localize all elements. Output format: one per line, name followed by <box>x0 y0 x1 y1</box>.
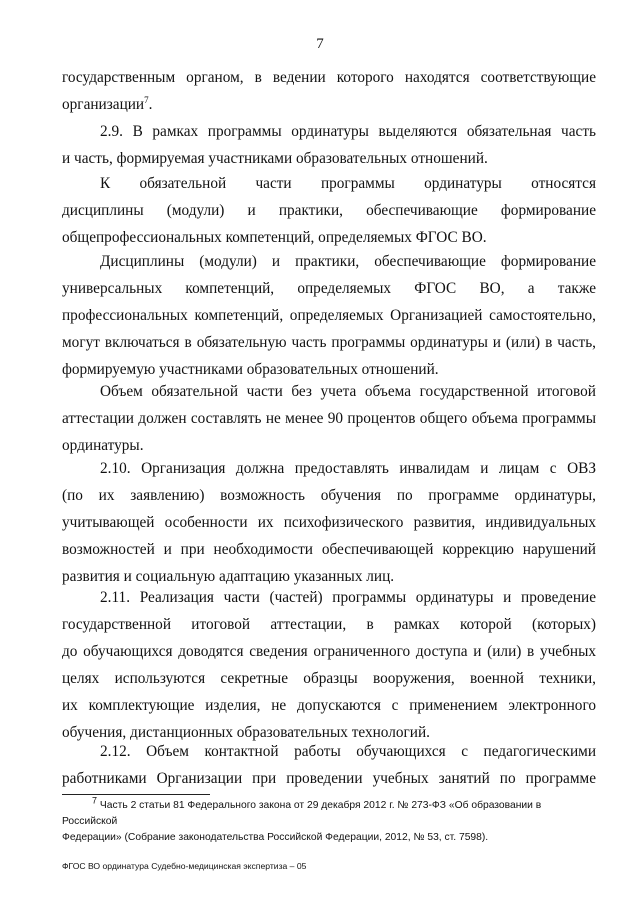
paragraph-2-9 <box>62 118 596 172</box>
text-line: целях используются секретные образцы вооружения, военной техники, <box>62 670 596 687</box>
text-line: Дисциплины (модули) и практики, обеспечивающие формирование <box>100 253 596 270</box>
text-line: ординатуры. <box>62 437 144 454</box>
text-line: общепрофессиональных компетенций, определяемых ФГОС ВО. <box>62 229 487 246</box>
paragraph-volume <box>62 378 596 459</box>
footnote-line: Федерации» (Собрание законодательства Российской Федерации, 2012, № 53, ст. 7598). <box>62 832 489 843</box>
footnote-divider <box>62 794 210 795</box>
text-line: 2.12. Объем контактной работы обучающихся с педагогическими <box>100 743 596 760</box>
text-line: работниками Организации при проведении учебных занятий по программе <box>62 770 596 787</box>
paragraph-2-12 <box>62 738 596 792</box>
footnote-line: $^7$ Часть 2 статьи 81 Федерального закона от 29 декабря 2012 г. № 273-ФЗ «Об образовании в Российской <box>62 795 542 827</box>
page-number: 7 <box>316 36 324 52</box>
text-line: 2.10. Организация должна предоставлять инвалидам и лицам с ОВЗ <box>100 460 596 477</box>
footnote-mark: 7 <box>92 795 98 806</box>
footnote-ref[interactable]: 7 <box>144 94 149 105</box>
text-line: профессиональных компетенций, определяемых Организацией самостоятельно, <box>62 307 596 324</box>
text-line: аттестации должен составлять не менее 90 процентов общего объема программы <box>62 410 596 427</box>
text-line: обучения, дистанционных образовательных технологий. <box>62 724 430 741</box>
text-line: их комплектующие изделия, не допускаются с применением электронного <box>62 697 596 714</box>
text-line: 2.11. Реализация части (частей) программы ординатуры и проведение <box>100 589 596 606</box>
paragraph-mandatory-part <box>62 170 596 251</box>
text-line: дисциплины (модули) и практики, обеспечивающие формирование <box>62 202 596 219</box>
text-line: (по их заявлению) возможность обучения по программе ординатуры, <box>62 487 596 504</box>
text-line: 2.9. В рамках программы ординатуры выделяются обязательная часть <box>100 123 596 140</box>
text-line: развития и социальную адаптацию указанных лиц. <box>62 568 395 585</box>
text-line: формируемую участниками образовательных отношений. <box>62 361 439 378</box>
text-line: государственной итоговой аттестации, в рамках которой (которых) <box>62 616 596 633</box>
text-line: могут включаться в обязательную часть программы ординатуры и (или) в часть, <box>62 334 596 351</box>
text-line: организации$^7$. <box>62 94 153 113</box>
text-line: до обучающихся доводятся сведения ограниченного доступа и (или) в учебных <box>62 643 596 660</box>
footnote <box>62 795 596 846</box>
text-line: учитывающей особенности их психофизического развития, индивидуальных <box>62 514 596 531</box>
paragraph-2-11 <box>62 584 596 746</box>
paragraph-disciplines <box>62 248 596 383</box>
paragraph-2-10 <box>62 455 596 590</box>
page-footer: ФГОС ВО ординатура Судебно-медицинская экспертиза – 05 <box>62 861 307 871</box>
text-line: государственным органом, в ведении которого находятся соответствующие <box>62 69 596 86</box>
text-line: возможностей и при необходимости обеспечивающей коррекцию нарушений <box>62 541 596 558</box>
text-line: универсальных компетенций, определяемых ФГОС ВО, а также <box>62 280 596 297</box>
text-line: Объем обязательной части без учета объема государственной итоговой <box>100 383 596 400</box>
text-line: и часть, формируемая участниками образовательных отношений. <box>62 150 488 167</box>
text-line: К обязательной части программы ординатуры относятся <box>100 175 596 192</box>
paragraph-continuation <box>62 64 596 118</box>
